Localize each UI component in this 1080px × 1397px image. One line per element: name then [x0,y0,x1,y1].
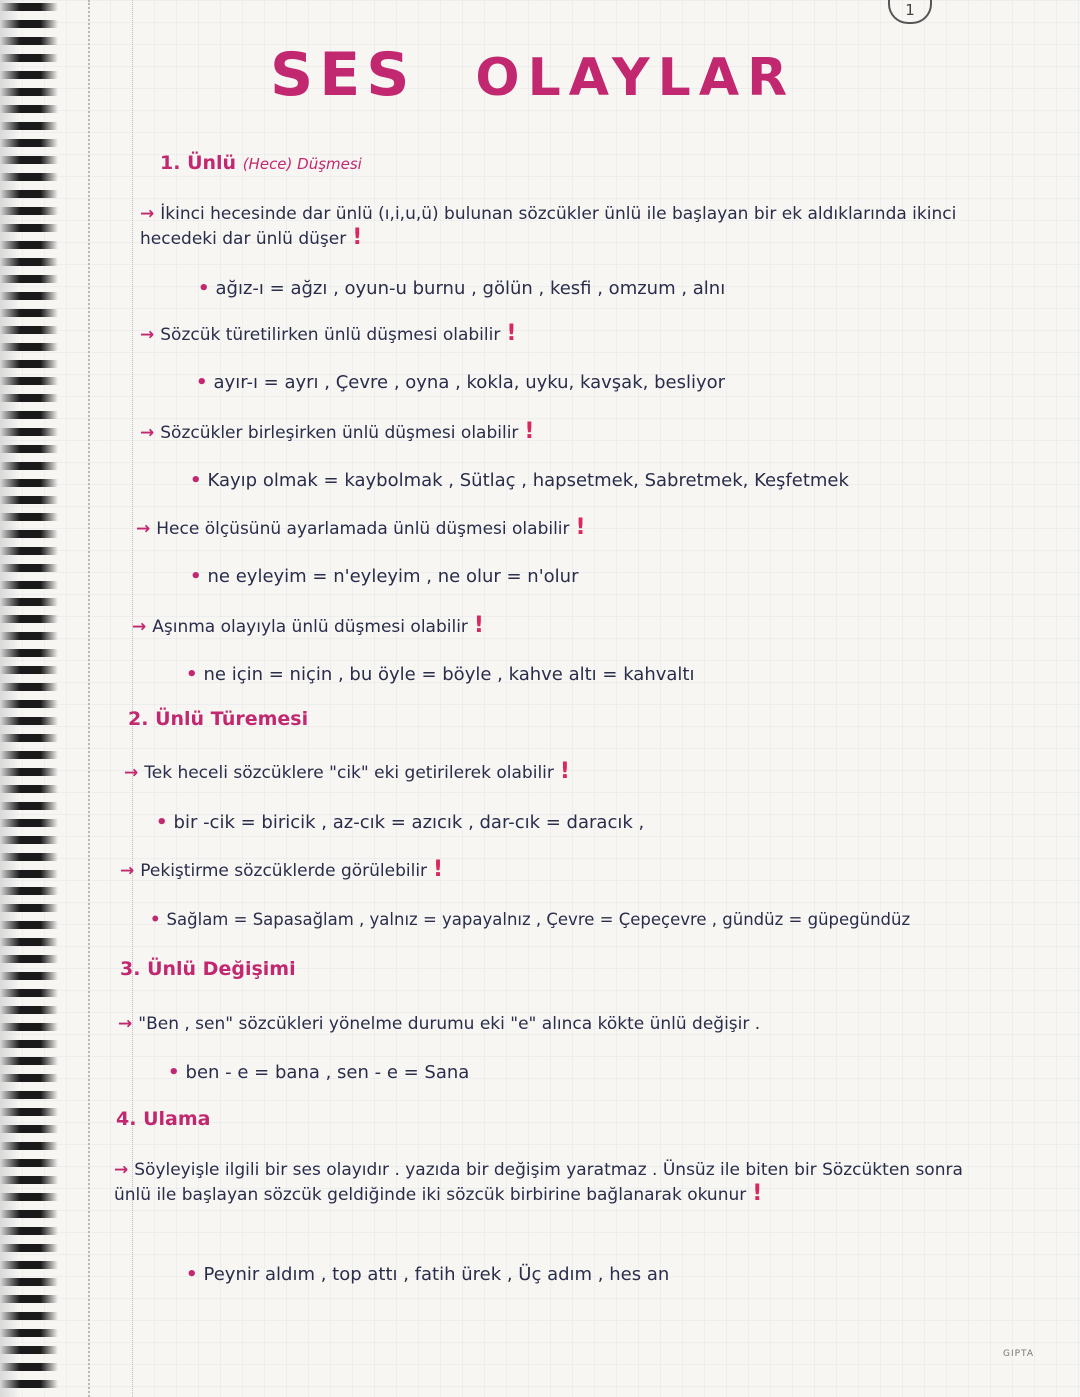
section-heading-1: 1. Ünlü (Hece) Düşmesi [160,152,362,174]
arrow-right-icon: → [132,617,147,637]
exclamation-icon: ! [433,857,444,882]
page-perforation [88,0,90,1397]
exclamation-icon: ! [752,1181,763,1206]
bullet-icon: • [186,1264,198,1285]
example-4-1: • Peynir aldım , top attı , fatih ürek , Üç adım , hes an [186,1264,670,1285]
bullet-icon: • [168,1062,180,1083]
section-title: Ünlü Türemesi [155,708,309,730]
exclamation-icon: ! [473,613,484,638]
page-number: 1 [888,0,932,24]
arrow-right-icon: → [124,763,139,783]
arrow-right-icon: → [140,423,155,443]
exclamation-icon: ! [559,759,570,784]
arrow-right-icon: → [120,861,135,881]
rule-4-1: → Söyleyişle ilgili bir ses olayıdır . yazıda bir değişim yaratmaz . Ünsüz ile biten bir Sözcükten sonra ünlü ile başlayan sözcük geldiğinde iki sözcük birbirine bağlanarak okunur ! [114,1160,963,1206]
section-title: Ünlü [187,152,237,174]
example-1-4: • ne eyleyim = n'eyleyim , ne olur = n'olur [190,566,579,587]
section-title: Ulama [143,1108,211,1130]
example-3-1: • ben - e = bana , sen - e = Sana [168,1062,470,1083]
exclamation-icon: ! [524,419,535,444]
rule-1-1: → İkinci hecesinde dar ünlü (ı,i,u,ü) bulunan sözcükler ünlü ile başlayan bir ek aldıklarında ikinci hecedeki dar ünlü düşer ! [140,204,957,250]
title-word-1: SES [270,40,416,110]
notebook-brand-label: GIPTA [1002,1349,1034,1359]
section-subtitle: (Hece) Düşmesi [242,155,362,173]
section-heading-3: 3. Ünlü Değişimi [120,958,296,980]
rule-3-1: → "Ben , sen" sözcükleri yönelme durumu eki "e" alınca kökte ünlü değişir . [118,1014,761,1034]
section-heading-2: 2. Ünlü Türemesi [128,708,309,730]
rule-2-1: → Tek heceli sözcüklere "cik" eki getirilerek olabilir ! [124,759,570,784]
bullet-icon: • [198,278,210,299]
arrow-right-icon: → [118,1014,133,1034]
rule-1-3: → Sözcükler birleşirken ünlü düşmesi olabilir ! [140,419,535,444]
bullet-icon: • [156,812,168,833]
example-2-2: • Sağlam = Sapasağlam , yalnız = yapayalnız , Çevre = Çepeçevre , gündüz = güpegündüz [150,910,911,929]
bullet-icon: • [196,372,208,393]
bullet-icon: • [190,566,202,587]
rule-1-4: → Hece ölçüsünü ayarlamada ünlü düşmesi olabilir ! [136,515,586,540]
example-1-5: • ne için = niçin , bu öyle = böyle , kahve altı = kahvaltı [186,664,695,685]
rule-1-5: → Aşınma olayıyla ünlü düşmesi olabilir ! [132,613,484,638]
page-title [270,40,795,110]
example-1-1: • ağız-ı = ağzı , oyun-u burnu , gölün , kesfi , omzum , alnı [198,278,726,299]
rule-2-2: → Pekiştirme sözcüklerde görülebilir ! [120,857,444,882]
exclamation-icon: ! [575,515,586,540]
title-word-2: OLAYLAR [475,48,796,108]
example-1-3: • Kayıp olmak = kaybolmak , Sütlaç , hapsetmek, Sabretmek, Keşfetmek [190,470,849,491]
rule-1-2: → Sözcük türetilirken ünlü düşmesi olabilir ! [140,321,517,346]
exclamation-icon: ! [352,225,363,250]
arrow-right-icon: → [136,519,151,539]
arrow-right-icon: → [140,204,155,224]
example-1-2: • ayır-ı = ayrı , Çevre , oyna , kokla, uyku, kavşak, besliyor [196,372,726,393]
bullet-icon: • [186,664,198,685]
section-heading-4: 4. Ulama [116,1108,211,1130]
bullet-icon: • [150,910,161,929]
arrow-right-icon: → [140,325,155,345]
spiral-shade [0,0,20,1397]
exclamation-icon: ! [506,321,517,346]
section-title: Ünlü Değişimi [147,958,296,980]
arrow-right-icon: → [114,1160,129,1180]
bullet-icon: • [190,470,202,491]
example-2-1: • bir -cik = biricik , az-cık = azıcık , dar-cık = daracık , [156,812,645,833]
